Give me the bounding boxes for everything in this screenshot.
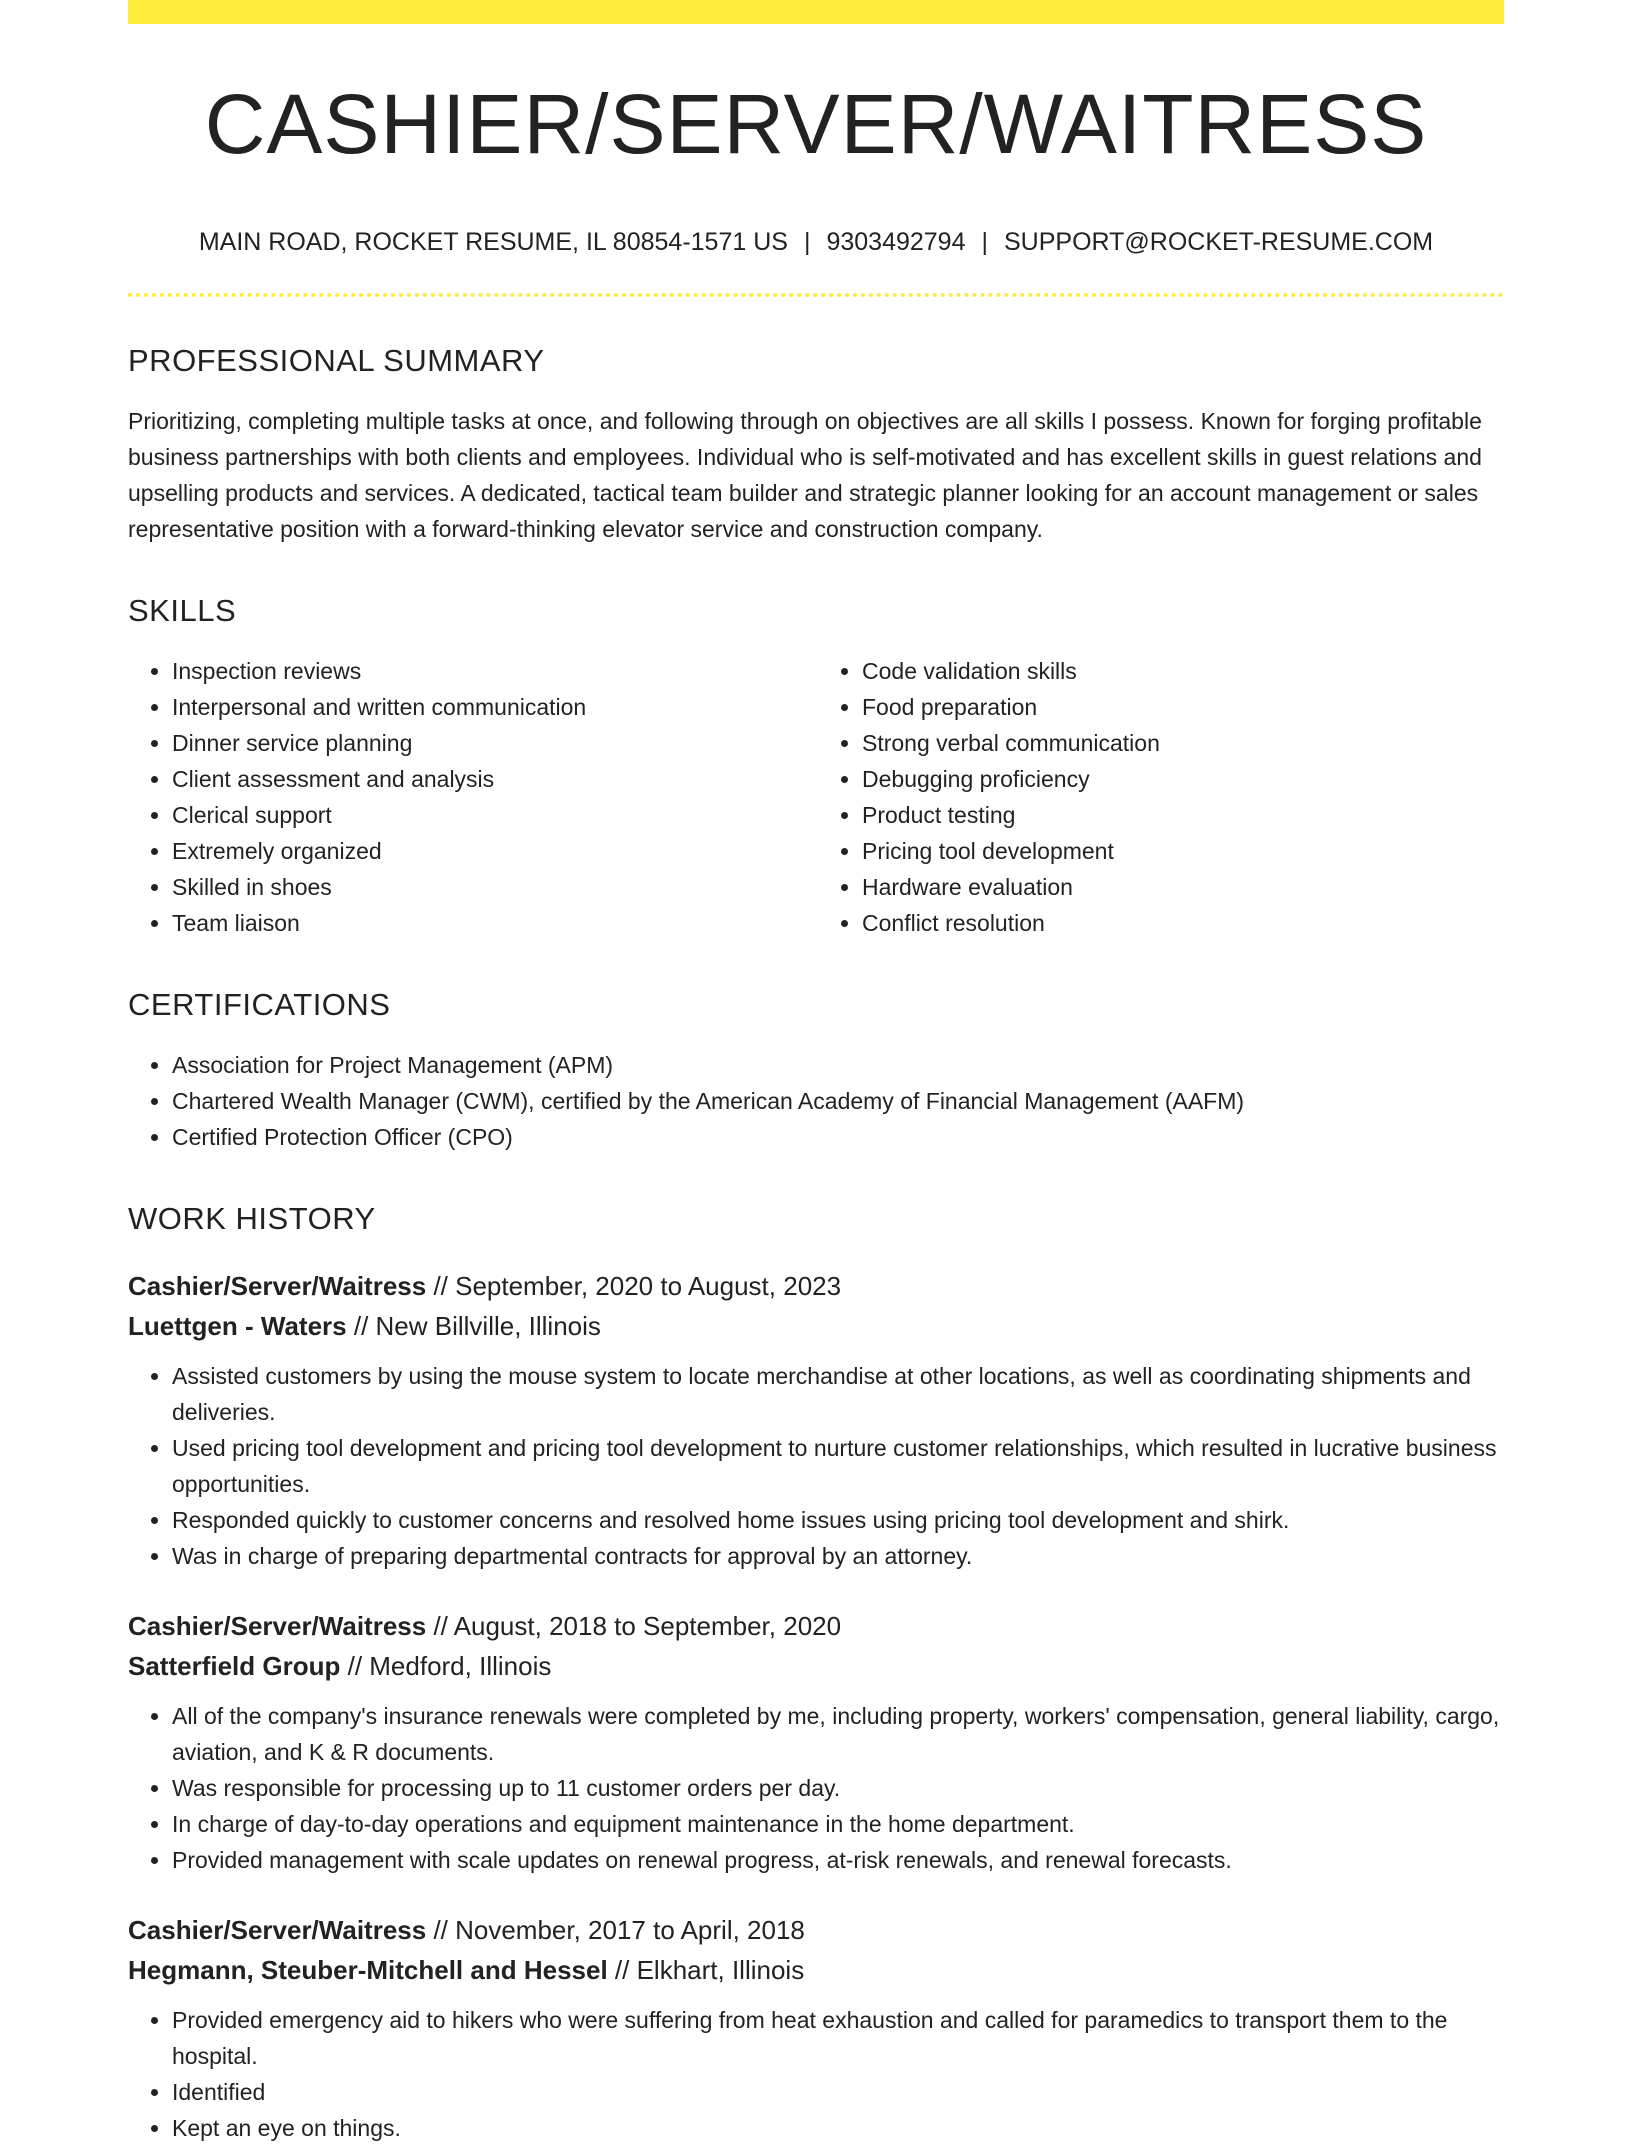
- job-dates: // August, 2018 to September, 2020: [433, 1611, 842, 1641]
- contact-separator: |: [803, 228, 811, 256]
- job-bullet: • Responded quickly to customer concerns and resolved home issues using pricing tool development and shirk.: [172, 1502, 1504, 1538]
- work-history-heading: WORK HISTORY: [128, 1201, 376, 1236]
- skill-item: • Team liaison: [172, 905, 814, 941]
- job-bullet: • Assisted customers by using the mouse system to locate merchandise at other locations, as well as coordinating shipments and deliveries.: [172, 1358, 1504, 1430]
- skill-item: • Inspection reviews: [172, 653, 814, 689]
- top-accent-bar: [128, 0, 1504, 24]
- job-bullet: • Used pricing tool development and pricing tool development to nurture customer relationships, which resulted in lucrative business opportunities.: [172, 1430, 1504, 1502]
- job-location: // New Billville, Illinois: [353, 1311, 601, 1341]
- skills-column-right: [814, 653, 1504, 941]
- job-bullet: • Provided management with scale updates on renewal progress, at-risk renewals, and renewal forecasts.: [172, 1842, 1504, 1878]
- contact-email: SUPPORT@ROCKET-RESUME.COM: [1004, 228, 1434, 256]
- skill-item: • Extremely organized: [172, 833, 814, 869]
- job-bullet: • In charge of day-to-day operations and equipment maintenance in the home department.: [172, 1806, 1504, 1842]
- job-bullets: [128, 1698, 1504, 1878]
- contact-address: MAIN ROAD, ROCKET RESUME, IL 80854-1571 US: [198, 228, 788, 256]
- job-title: Cashier/Server/Waitress: [128, 1915, 427, 1945]
- job-bullet: • All of the company's insurance renewals were completed by me, including property, workers' compensation, general liability, cargo, aviation, and K & R documents.: [172, 1698, 1504, 1770]
- job-company-line: [128, 1950, 1504, 1990]
- job-title: Cashier/Server/Waitress: [128, 1271, 427, 1301]
- skill-item: • Skilled in shoes: [172, 869, 814, 905]
- skill-item: • Code validation skills: [862, 653, 1504, 689]
- job-bullet: • Kept an eye on things.: [172, 2110, 1504, 2146]
- job-title: Cashier/Server/Waitress: [128, 1611, 427, 1641]
- contact-line: [128, 230, 1504, 255]
- job-bullet: • Provided emergency aid to hikers who were suffering from heat exhaustion and called for paramedics to transport them to the hospital.: [172, 2002, 1504, 2074]
- skill-item: • Dinner service planning: [172, 725, 814, 761]
- job-company: Luettgen - Waters: [128, 1311, 347, 1341]
- job-bullets: [128, 1358, 1504, 1574]
- summary-heading: PROFESSIONAL SUMMARY: [128, 343, 545, 378]
- skill-item: • Hardware evaluation: [862, 869, 1504, 905]
- skill-item: • Product testing: [862, 797, 1504, 833]
- job-bullets: [128, 2002, 1504, 2146]
- dotted-divider: [128, 293, 1504, 297]
- job-location: // Elkhart, Illinois: [614, 1955, 805, 1985]
- resume-page: [128, 0, 1504, 2146]
- job-entry: [128, 1910, 1504, 2146]
- job-company: Satterfield Group: [128, 1651, 341, 1681]
- job-dates: // September, 2020 to August, 2023: [433, 1271, 842, 1301]
- skills-list: [128, 653, 1504, 941]
- skill-item: • Interpersonal and written communication: [172, 689, 814, 725]
- skill-item: • Pricing tool development: [862, 833, 1504, 869]
- job-company: Hegmann, Steuber-Mitchell and Hessel: [128, 1955, 608, 1985]
- job-company-line: [128, 1306, 1504, 1346]
- summary-text: Prioritizing, completing multiple tasks at once, and following through on objectives are all skills I possess. Known for forging profitable business partnerships with both clients and employees. Individual who is self-motivated and has excellent skills in guest relations and upselling products and services. A dedicated, tactical team builder and strategic planner looking for an account management or sales representative position with a forward-thinking elevator service and construction company.: [128, 408, 1482, 542]
- skill-item: • Debugging proficiency: [862, 761, 1504, 797]
- certifications-list: [128, 1047, 1504, 1155]
- contact-phone: 9303492794: [826, 228, 966, 256]
- job-bullet: • Was responsible for processing up to 11 customer orders per day.: [172, 1770, 1504, 1806]
- job-bullet: • Identified: [172, 2074, 1504, 2110]
- skill-item: • Clerical support: [172, 797, 814, 833]
- skill-item: • Conflict resolution: [862, 905, 1504, 941]
- skills-column-left: [128, 653, 814, 941]
- job-bullet: • Was in charge of preparing departmental contracts for approval by an attorney.: [172, 1538, 1504, 1574]
- skill-item: • Strong verbal communication: [862, 725, 1504, 761]
- job-entry: [128, 1606, 1504, 1878]
- certification-item: • Chartered Wealth Manager (CWM), certified by the American Academy of Financial Management (AAFM): [172, 1083, 1504, 1119]
- job-title-line: [128, 1910, 1504, 1950]
- skills-heading: SKILLS: [128, 593, 237, 628]
- job-location: // Medford, Illinois: [347, 1651, 552, 1681]
- job-company-line: [128, 1646, 1504, 1686]
- certification-item: • Association for Project Management (APM): [172, 1047, 1504, 1083]
- job-title-line: [128, 1266, 1504, 1306]
- certifications-heading: CERTIFICATIONS: [128, 987, 391, 1022]
- job-entry: [128, 1266, 1504, 1574]
- contact-separator: |: [981, 228, 988, 256]
- resume-name-heading: CASHIER/SERVER/WAITRESS: [204, 77, 1428, 171]
- skill-item: • Client assessment and analysis: [172, 761, 814, 797]
- skill-item: • Food preparation: [862, 689, 1504, 725]
- certification-item: • Certified Protection Officer (CPO): [172, 1119, 1504, 1155]
- job-dates: // November, 2017 to April, 2018: [433, 1915, 805, 1945]
- job-title-line: [128, 1606, 1504, 1646]
